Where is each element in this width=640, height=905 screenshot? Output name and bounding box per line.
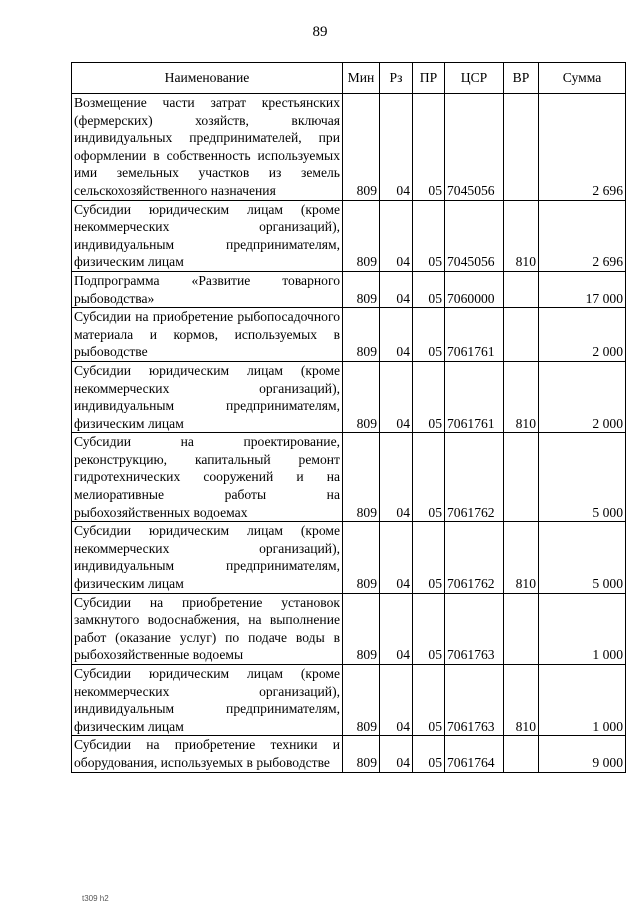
row-pr: 05: [413, 308, 445, 362]
row-vr: [504, 308, 539, 362]
row-sum: 17 000: [539, 271, 626, 307]
row-sum: 2 696: [539, 200, 626, 271]
row-pr: 05: [413, 522, 445, 593]
row-rz: 04: [380, 308, 413, 362]
row-sum: 1 000: [539, 593, 626, 664]
footer-code: t309 h2: [82, 894, 109, 903]
row-pr: 05: [413, 271, 445, 307]
column-header-rz: Рз: [380, 63, 413, 94]
row-sum: 2 696: [539, 94, 626, 201]
page-number: 89: [312, 24, 328, 40]
column-header-name: Наименование: [72, 63, 343, 94]
row-csr: 7061763: [445, 593, 504, 664]
table-row: [72, 94, 626, 201]
row-vr: [504, 736, 539, 772]
row-name: Возмещение части затрат крестьянских (фермерских) хозяйств, включая индивидуальных предпринимателей, при оформлении в собственность используемых ими земельных участков из земель сельскохозяйственного назначения: [72, 94, 343, 201]
table-row: [72, 433, 626, 522]
row-name: Субсидии на приобретение рыбопосадочного материала и кормов, используемых в рыбоводстве: [72, 308, 343, 362]
row-min: 809: [343, 361, 380, 432]
row-name: Подпрограмма «Развитие товарного рыбоводства»: [72, 271, 343, 307]
row-rz: 04: [380, 200, 413, 271]
table-header-row: [72, 63, 626, 94]
row-sum: 5 000: [539, 433, 626, 522]
row-csr: 7061762: [445, 433, 504, 522]
row-name: Субсидии на приобретение техники и оборудования, используемых в рыбоводстве: [72, 736, 343, 772]
row-min: 809: [343, 665, 380, 736]
row-csr: 7061764: [445, 736, 504, 772]
row-sum: 1 000: [539, 665, 626, 736]
row-name: Субсидии на проектирование, реконструкцию, капитальный ремонт гидротехнических сооружений и на мелиоративные работы на рыбохозяйственных водоемах: [72, 433, 343, 522]
column-header-csr: ЦСР: [445, 63, 504, 94]
column-header-sum: Сумма: [539, 63, 626, 94]
row-min: 809: [343, 271, 380, 307]
row-pr: 05: [413, 94, 445, 201]
row-sum: 2 000: [539, 308, 626, 362]
row-csr: 7045056: [445, 200, 504, 271]
table-row: [72, 271, 626, 307]
table-row: [72, 200, 626, 271]
row-vr: 810: [504, 665, 539, 736]
row-vr: [504, 593, 539, 664]
row-csr: 7061761: [445, 308, 504, 362]
row-rz: 04: [380, 593, 413, 664]
row-min: 809: [343, 433, 380, 522]
row-sum: 5 000: [539, 522, 626, 593]
row-vr: 810: [504, 522, 539, 593]
row-name: Субсидии юридическим лицам (кроме некоммерческих организаций), индивидуальным предпринимателям, физическим лицам: [72, 665, 343, 736]
row-vr: [504, 94, 539, 201]
column-header-vr: ВР: [504, 63, 539, 94]
table-row: [72, 593, 626, 664]
row-vr: [504, 271, 539, 307]
row-min: 809: [343, 736, 380, 772]
row-vr: 810: [504, 200, 539, 271]
column-header-pr: ПР: [413, 63, 445, 94]
row-sum: 2 000: [539, 361, 626, 432]
row-pr: 05: [413, 200, 445, 271]
table-row: [72, 522, 626, 593]
row-csr: 7061763: [445, 665, 504, 736]
row-vr: 810: [504, 361, 539, 432]
row-vr: [504, 433, 539, 522]
row-rz: 04: [380, 736, 413, 772]
row-min: 809: [343, 94, 380, 201]
row-csr: 7061762: [445, 522, 504, 593]
table-row: [72, 665, 626, 736]
row-rz: 04: [380, 271, 413, 307]
row-name: Субсидии юридическим лицам (кроме некоммерческих организаций), индивидуальным предпринимателям, физическим лицам: [72, 361, 343, 432]
row-pr: 05: [413, 433, 445, 522]
table-row: [72, 308, 626, 362]
row-rz: 04: [380, 522, 413, 593]
row-min: 809: [343, 593, 380, 664]
row-csr: 7061761: [445, 361, 504, 432]
row-pr: 05: [413, 736, 445, 772]
row-min: 809: [343, 522, 380, 593]
row-csr: 7060000: [445, 271, 504, 307]
row-csr: 7045056: [445, 94, 504, 201]
row-sum: 9 000: [539, 736, 626, 772]
table-row: [72, 361, 626, 432]
row-min: 809: [343, 308, 380, 362]
row-name: Субсидии юридическим лицам (кроме некоммерческих организаций), индивидуальным предпринимателям, физическим лицам: [72, 200, 343, 271]
row-name: Субсидии юридическим лицам (кроме некоммерческих организаций), индивидуальным предпринимателям, физическим лицам: [72, 522, 343, 593]
row-name: Субсидии на приобретение установок замкнутого водоснабжения, на выполнение работ (оказание услуг) по подаче воды в рыбохозяйственные водоемы: [72, 593, 343, 664]
budget-table: [71, 62, 626, 773]
row-pr: 05: [413, 593, 445, 664]
row-rz: 04: [380, 665, 413, 736]
row-pr: 05: [413, 665, 445, 736]
row-rz: 04: [380, 433, 413, 522]
column-header-min: Мин: [343, 63, 380, 94]
row-pr: 05: [413, 361, 445, 432]
row-rz: 04: [380, 361, 413, 432]
row-rz: 04: [380, 94, 413, 201]
row-min: 809: [343, 200, 380, 271]
table-row: [72, 736, 626, 772]
